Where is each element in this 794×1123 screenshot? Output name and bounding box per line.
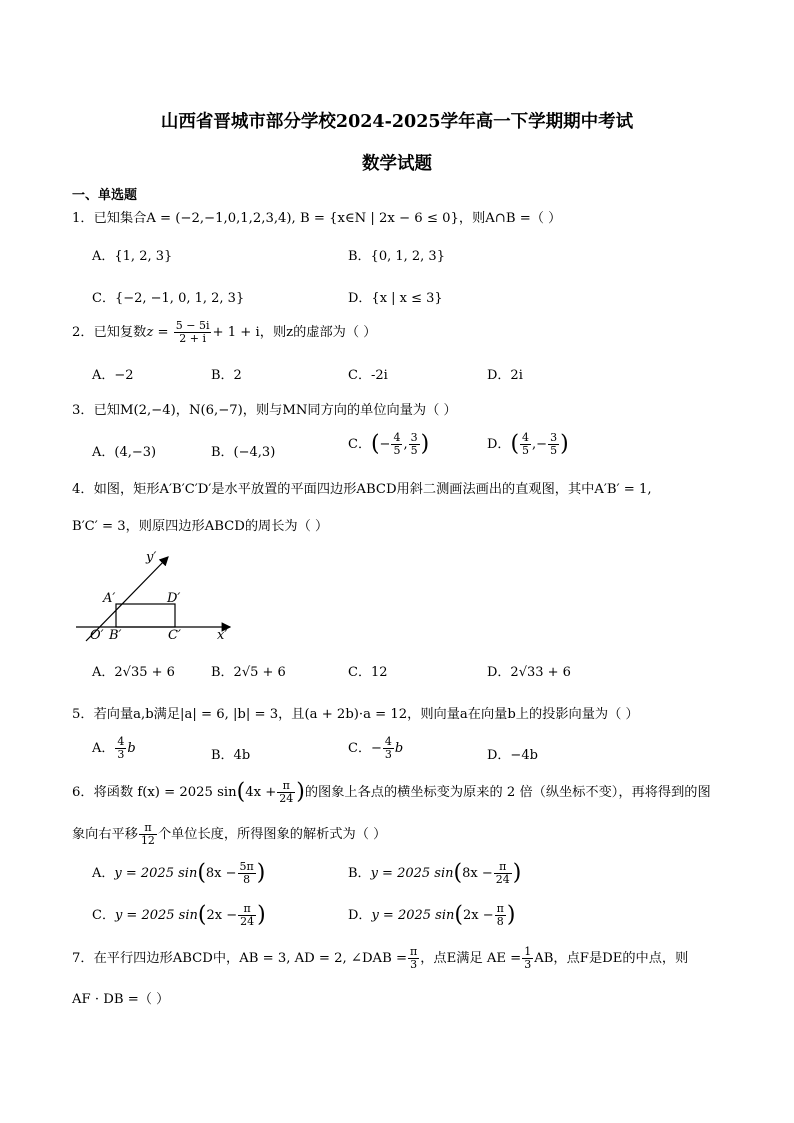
fig-label-o: O′ — [90, 628, 104, 643]
q2-option-d: D．2i — [487, 368, 523, 383]
q1-option-c: C．{−2, −1, 0, 1, 2, 3} — [92, 291, 245, 306]
q4-option-b: B．2√5 + 6 — [211, 665, 286, 680]
q6-option-b: B．y = 2025 sin(8x − $\frac{\pi}{24}$ ) — [348, 860, 522, 886]
question-7-line-1: 7．在平行四边形ABCD中，AB = 3, AD = 2, ∠DAB = $\frac{\pi}{3}$ ，点E满足 AE = $\frac{1}{3}$ AB，点F是DE的中点，则 — [72, 945, 689, 971]
exam-title: 山西省晋城市部分学校2024-2025学年高一下学期期中考试 — [160, 112, 634, 132]
section-heading: 一、单选题 — [72, 188, 138, 203]
q2-option-c: C．-2i — [348, 368, 388, 383]
q3-option-b: B．(−4,3) — [211, 445, 276, 460]
q1-option-b: B．{0, 1, 2, 3} — [348, 249, 445, 264]
q1-option-d: D．{x | x ≤ 3} — [348, 291, 443, 306]
question-7-line-2: AF · DB =（ ） — [72, 992, 170, 1007]
question-6-line-1: 6．将函数 f(x) = 2025 sin(4x + $\frac{\pi}{24}$ )的图象上各点的横坐标变为原来的 2 倍（纵坐标不变），再将得到的图 — [72, 779, 711, 805]
question-3-stem: 3．已知M(2,−4)，N(6,−7)，则与MN同方向的单位向量为（ ） — [72, 403, 457, 418]
q4-option-a: A．2√35 + 6 — [92, 665, 175, 680]
q3-option-d: D．( $\frac{4}{5}$ ,− $\frac{3}{5}$ ) — [487, 431, 569, 457]
q6-option-a: A．y = 2025 sin(8x − $\frac{5\pi}{8}$ ) — [92, 860, 266, 886]
q2-option-b: B．2 — [211, 368, 242, 383]
q2-fraction: $\frac{5 - 5i}{2 + i}$ — [175, 319, 210, 345]
q5-option-c: C．− $\frac{4}{3}$ b — [348, 735, 404, 761]
q2-option-a: A．−2 — [92, 368, 134, 383]
question-4-line-1: 4．如图，矩形A′B′C′D′是水平放置的平面四边形ABCD用斜二测画法画出的直观图，其中A′B′ = 1, — [72, 482, 652, 497]
fig-label-x: x′ — [217, 628, 228, 643]
fig-label-b: B′ — [109, 628, 122, 643]
fig-label-y: y′ — [146, 550, 157, 565]
fig-label-d: D′ — [167, 591, 181, 606]
q1-option-a: A．{1, 2, 3} — [92, 249, 173, 264]
q4-oblique-figure — [70, 545, 240, 645]
q5-option-a: A． $\frac{4}{3}$ b — [92, 735, 136, 761]
fig-label-c: C′ — [168, 628, 181, 643]
exam-subtitle: 数学试题 — [362, 154, 432, 174]
question-4-line-2: B′C′ = 3，则原四边形ABCD的周长为（ ） — [72, 519, 329, 534]
q4-option-d: D．2√33 + 6 — [487, 665, 571, 680]
q3-option-c: C．(− $\frac{4}{5}$ , $\frac{3}{5}$ ) — [348, 431, 430, 457]
q6-option-c: C．y = 2025 sin(2x − $\frac{\pi}{24}$ ) — [92, 902, 266, 928]
question-5-stem: 5．若向量a,b满足|a| = 6, |b| = 3，且(a + 2b)·a = 12，则向量a在向量b上的投影向量为（ ） — [72, 707, 639, 722]
question-1-stem: 1．已知集合A = (−2,−1,0,1,2,3,4), B = {x∈N | 2x − 6 ≤ 0}，则A∩B =（ ） — [72, 211, 562, 226]
q3-option-a: A．(4,−3) — [92, 445, 157, 460]
q4-option-c: C．12 — [348, 665, 388, 680]
fig-label-a: A′ — [103, 591, 116, 606]
question-6-line-2: 象向右平移 $\frac{\pi}{12}$ 个单位长度，所得图象的解析式为（ ） — [72, 821, 387, 847]
q6-option-d: D．y = 2025 sin(2x − $\frac{\pi}{8}$ ) — [348, 902, 516, 928]
q5-option-d: D．−4b — [487, 748, 538, 763]
q5-option-b: B．4b — [211, 748, 251, 763]
question-2-stem: 2．已知复数z = $\frac{5 - 5i}{2 + i}$ + 1 + i，则z的虚部为（ ） — [72, 319, 377, 345]
